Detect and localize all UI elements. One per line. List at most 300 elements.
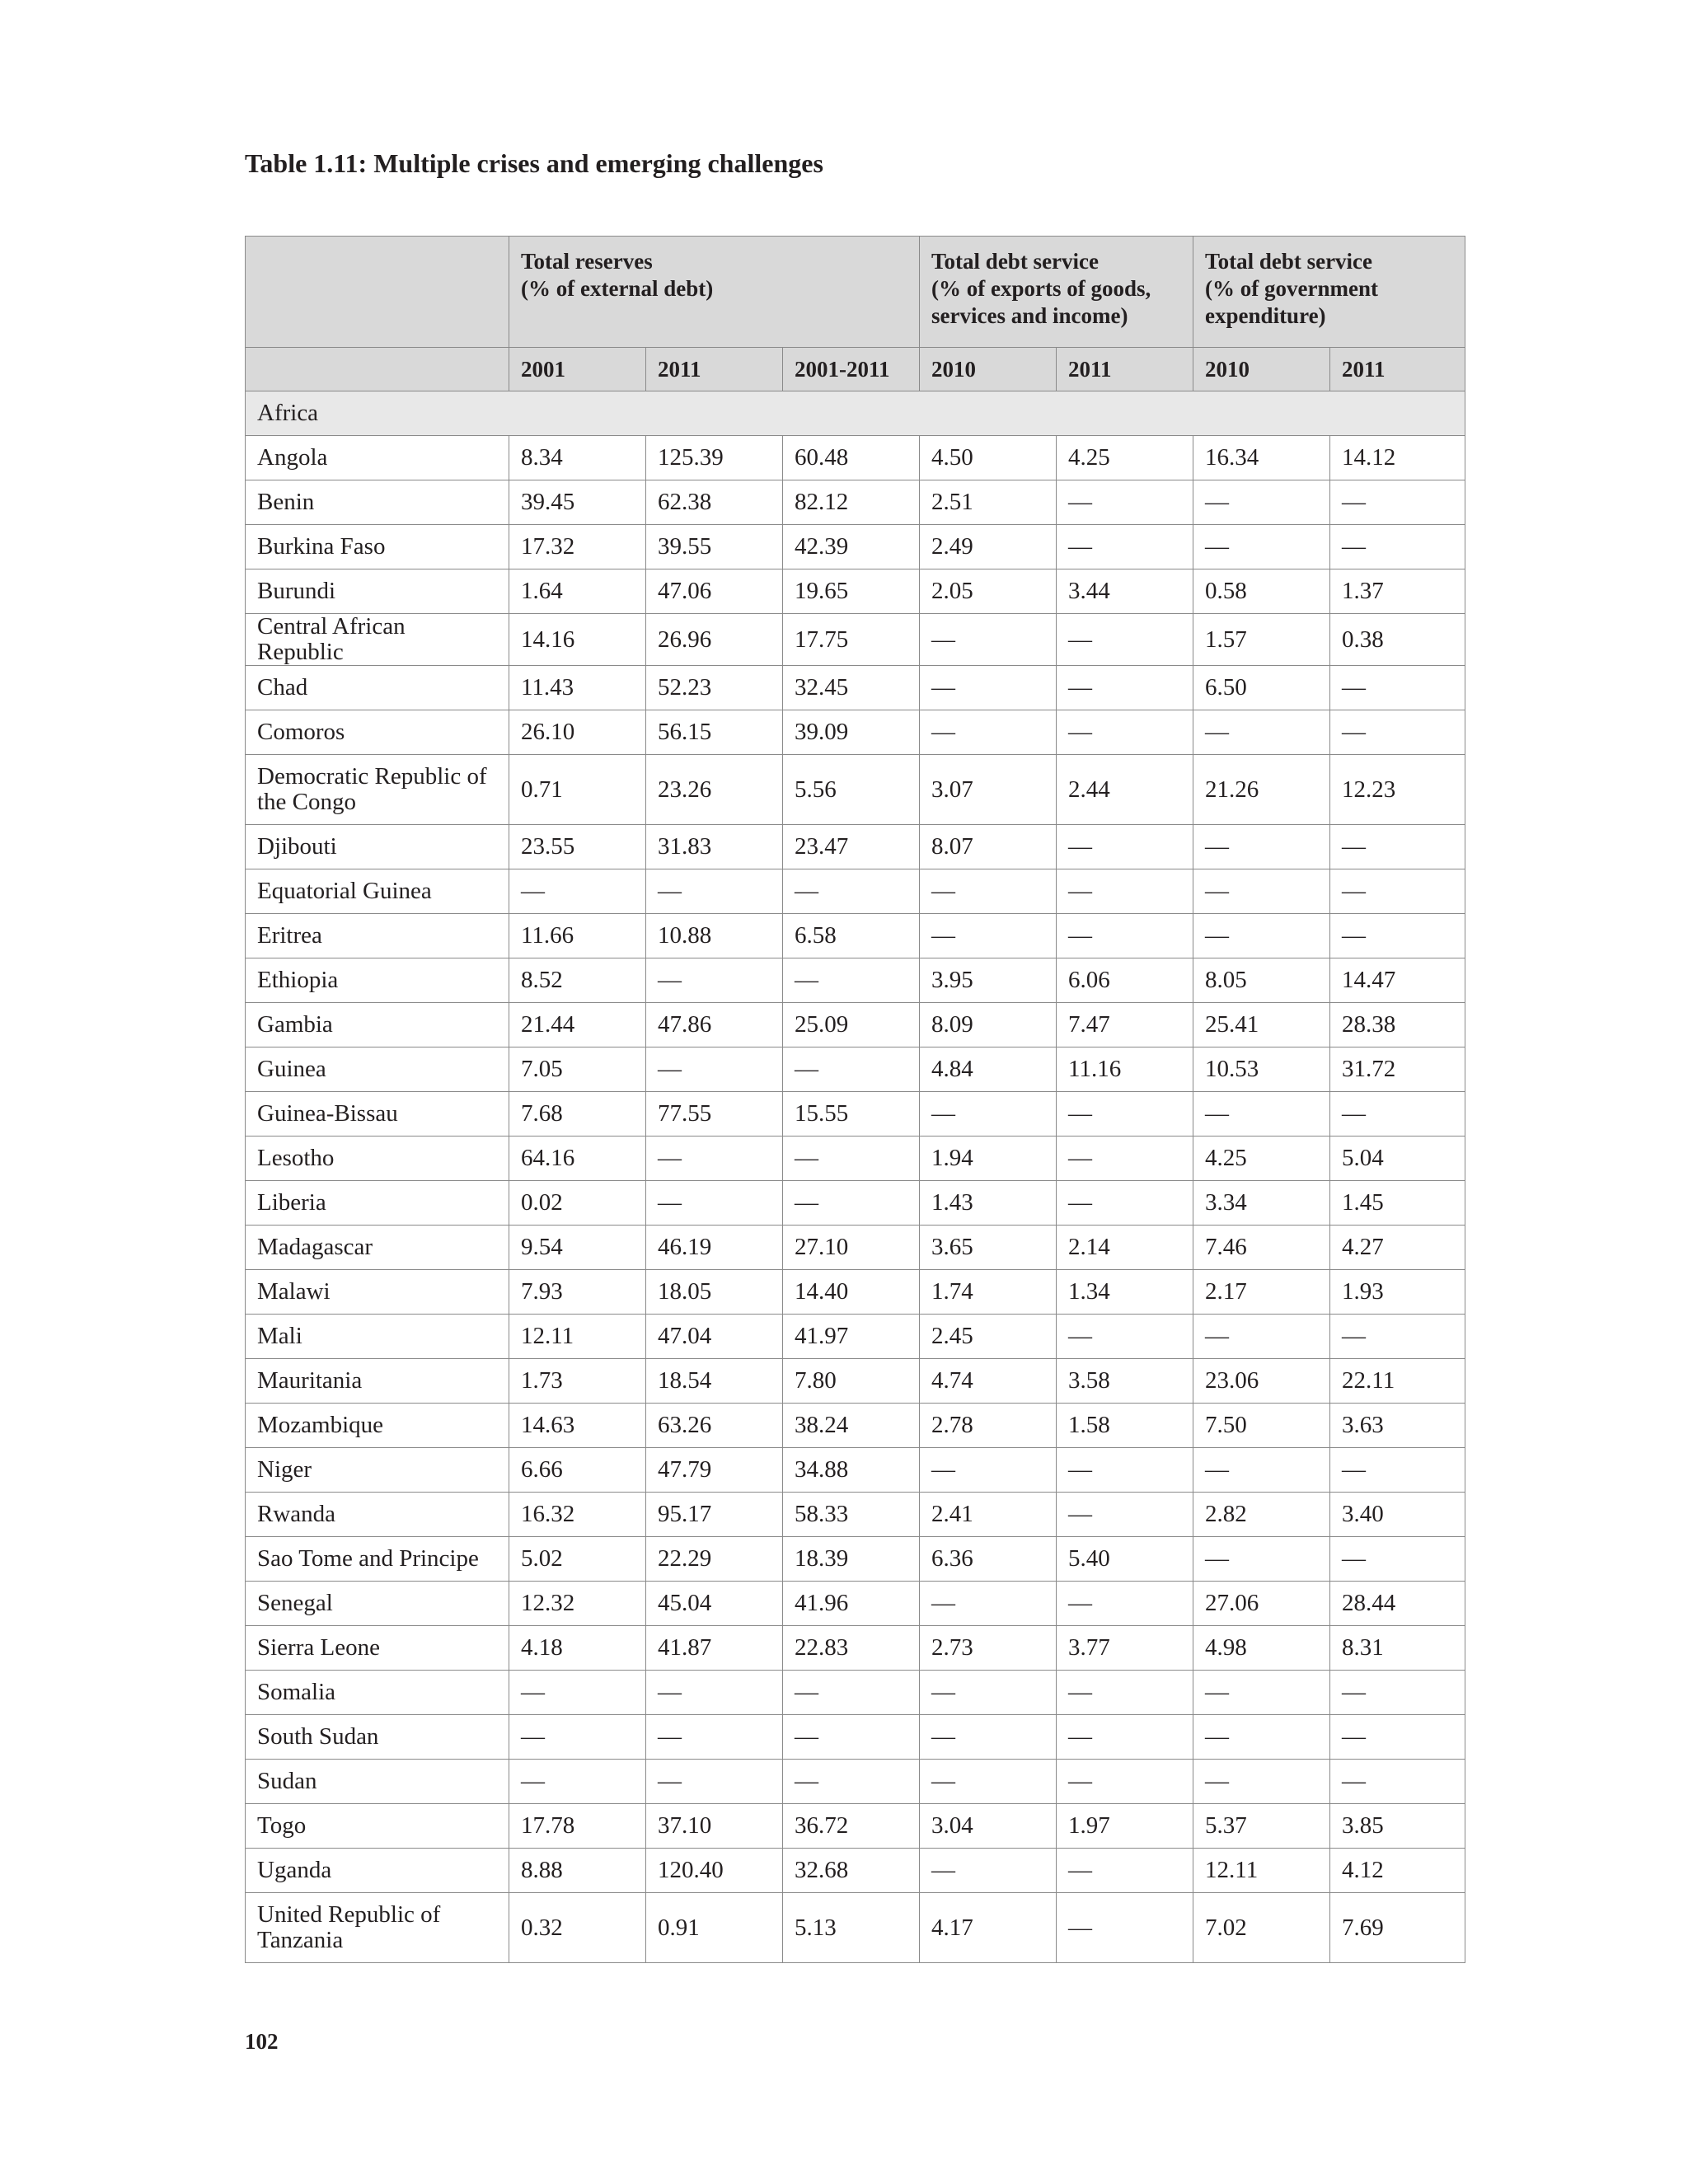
table-row — [246, 869, 1465, 914]
country-cell: Mali — [246, 1315, 509, 1359]
table-row — [246, 1181, 1465, 1226]
value-cell: 1.94 — [920, 1137, 1057, 1181]
value-cell: 6.58 — [783, 914, 920, 958]
value-cell: 22.83 — [783, 1626, 920, 1671]
value-cell: — — [1193, 869, 1330, 914]
value-cell: 8.88 — [509, 1849, 646, 1893]
table-row — [246, 1893, 1465, 1963]
value-cell: — — [920, 614, 1057, 666]
value-cell: — — [920, 1760, 1057, 1804]
value-cell: 5.02 — [509, 1537, 646, 1582]
table-row — [246, 710, 1465, 755]
value-cell: 6.36 — [920, 1537, 1057, 1582]
value-cell: 2.78 — [920, 1404, 1057, 1448]
value-cell: 8.31 — [1330, 1626, 1465, 1671]
country-cell: Uganda — [246, 1849, 509, 1893]
header-group-reserves — [509, 237, 920, 348]
value-cell: — — [1193, 1671, 1330, 1715]
value-cell: 4.74 — [920, 1359, 1057, 1404]
value-cell: 25.09 — [783, 1003, 920, 1047]
country-cell: Comoros — [246, 710, 509, 755]
value-cell: 41.96 — [783, 1582, 920, 1626]
table-row — [246, 914, 1465, 958]
value-cell: 3.65 — [920, 1226, 1057, 1270]
value-cell: — — [646, 958, 783, 1003]
value-cell: 0.91 — [646, 1893, 783, 1963]
value-cell: 39.55 — [646, 525, 783, 569]
country-cell: Mauritania — [246, 1359, 509, 1404]
value-cell: 2.17 — [1193, 1270, 1330, 1315]
header-group-label: Total reserves (% of external debt) — [521, 249, 714, 301]
value-cell: 4.17 — [920, 1893, 1057, 1963]
value-cell: 16.32 — [509, 1493, 646, 1537]
value-cell: 82.12 — [783, 480, 920, 525]
header-group-debt-expenditure — [1193, 237, 1465, 348]
table-row — [246, 755, 1465, 825]
value-cell: 11.66 — [509, 914, 646, 958]
value-cell: — — [1193, 1537, 1330, 1582]
value-cell: — — [1057, 525, 1193, 569]
data-table — [245, 236, 1465, 1963]
value-cell: — — [646, 1137, 783, 1181]
header-year-cell: 2011 — [646, 348, 783, 391]
value-cell: — — [783, 1760, 920, 1804]
table-row — [246, 1003, 1465, 1047]
value-cell: 125.39 — [646, 436, 783, 480]
value-cell: 12.32 — [509, 1582, 646, 1626]
value-cell: — — [783, 869, 920, 914]
value-cell: — — [1330, 914, 1465, 958]
country-cell: Equatorial Guinea — [246, 869, 509, 914]
value-cell: — — [1193, 1315, 1330, 1359]
header-row-years — [246, 348, 1465, 391]
value-cell: 120.40 — [646, 1849, 783, 1893]
table-row — [246, 1315, 1465, 1359]
table-row — [246, 1270, 1465, 1315]
value-cell: 15.55 — [783, 1092, 920, 1137]
header-group-label: Total debt service (% of exports of goods, services and income) — [931, 249, 1151, 328]
table-row — [246, 436, 1465, 480]
table-row — [246, 825, 1465, 869]
value-cell: — — [646, 1760, 783, 1804]
country-cell: Guinea-Bissau — [246, 1092, 509, 1137]
value-cell: 8.05 — [1193, 958, 1330, 1003]
value-cell: 7.69 — [1330, 1893, 1465, 1963]
value-cell: 27.10 — [783, 1226, 920, 1270]
table-row — [246, 1849, 1465, 1893]
country-cell: United Republic of Tanzania — [246, 1893, 509, 1963]
value-cell: 1.58 — [1057, 1404, 1193, 1448]
value-cell: — — [783, 1137, 920, 1181]
value-cell: 1.74 — [920, 1270, 1057, 1315]
value-cell: — — [1330, 1715, 1465, 1760]
value-cell: 17.75 — [783, 614, 920, 666]
value-cell: 5.56 — [783, 755, 920, 825]
value-cell: — — [646, 1181, 783, 1226]
value-cell: 45.04 — [646, 1582, 783, 1626]
value-cell: — — [1193, 710, 1330, 755]
value-cell: 4.27 — [1330, 1226, 1465, 1270]
value-cell: 2.41 — [920, 1493, 1057, 1537]
value-cell: 28.44 — [1330, 1582, 1465, 1626]
value-cell: — — [783, 1715, 920, 1760]
value-cell: 7.50 — [1193, 1404, 1330, 1448]
table-row — [246, 1226, 1465, 1270]
value-cell: — — [1057, 869, 1193, 914]
table-row — [246, 1715, 1465, 1760]
value-cell: 2.51 — [920, 480, 1057, 525]
value-cell: — — [920, 914, 1057, 958]
value-cell: 3.77 — [1057, 1626, 1193, 1671]
country-cell: South Sudan — [246, 1715, 509, 1760]
value-cell: — — [1330, 480, 1465, 525]
table-title: Table 1.11: Multiple crises and emerging challenges — [245, 148, 823, 178]
value-cell: — — [1330, 825, 1465, 869]
value-cell: 8.09 — [920, 1003, 1057, 1047]
value-cell: 42.39 — [783, 525, 920, 569]
value-cell: 34.88 — [783, 1448, 920, 1493]
value-cell: 2.44 — [1057, 755, 1193, 825]
value-cell: 32.45 — [783, 666, 920, 710]
value-cell: — — [920, 1671, 1057, 1715]
country-cell: Central African Republic — [246, 614, 509, 666]
table-row — [246, 525, 1465, 569]
country-cell: Ethiopia — [246, 958, 509, 1003]
value-cell: 7.47 — [1057, 1003, 1193, 1047]
country-cell: Madagascar — [246, 1226, 509, 1270]
table-row — [246, 1047, 1465, 1092]
value-cell: 38.24 — [783, 1404, 920, 1448]
value-cell: 18.39 — [783, 1537, 920, 1582]
value-cell: 4.84 — [920, 1047, 1057, 1092]
value-cell: 4.25 — [1193, 1137, 1330, 1181]
value-cell: — — [920, 710, 1057, 755]
value-cell: 11.16 — [1057, 1047, 1193, 1092]
country-cell: Eritrea — [246, 914, 509, 958]
header-year-cell: 2001-2011 — [783, 348, 920, 391]
value-cell: 11.43 — [509, 666, 646, 710]
value-cell: 2.14 — [1057, 1226, 1193, 1270]
country-cell: Senegal — [246, 1582, 509, 1626]
value-cell: 14.12 — [1330, 436, 1465, 480]
value-cell: 62.38 — [646, 480, 783, 525]
value-cell: 7.80 — [783, 1359, 920, 1404]
header-corner-cell — [246, 237, 509, 348]
table-row — [246, 1493, 1465, 1537]
value-cell: 7.46 — [1193, 1226, 1330, 1270]
value-cell: 3.95 — [920, 958, 1057, 1003]
value-cell: — — [1193, 1092, 1330, 1137]
value-cell: 25.41 — [1193, 1003, 1330, 1047]
value-cell: 2.05 — [920, 569, 1057, 614]
table-row — [246, 1760, 1465, 1804]
header-year-cell: 2001 — [509, 348, 646, 391]
value-cell: 1.34 — [1057, 1270, 1193, 1315]
value-cell: 7.02 — [1193, 1893, 1330, 1963]
header-group-label: Total debt service (% of government expenditure) — [1205, 249, 1378, 328]
value-cell: — — [1330, 1448, 1465, 1493]
value-cell: 3.07 — [920, 755, 1057, 825]
header-year-cell: 2011 — [1330, 348, 1465, 391]
value-cell: 31.83 — [646, 825, 783, 869]
value-cell: 1.93 — [1330, 1270, 1465, 1315]
value-cell: — — [1330, 869, 1465, 914]
value-cell: 4.25 — [1057, 436, 1193, 480]
country-cell: Sao Tome and Principe — [246, 1537, 509, 1582]
value-cell: 3.04 — [920, 1804, 1057, 1849]
value-cell: 4.50 — [920, 436, 1057, 480]
value-cell: — — [1057, 1760, 1193, 1804]
country-cell: Burundi — [246, 569, 509, 614]
value-cell: 31.72 — [1330, 1047, 1465, 1092]
value-cell: — — [783, 1047, 920, 1092]
country-cell: Rwanda — [246, 1493, 509, 1537]
value-cell: — — [1193, 914, 1330, 958]
value-cell: 3.40 — [1330, 1493, 1465, 1537]
value-cell: 23.47 — [783, 825, 920, 869]
table-row — [246, 1582, 1465, 1626]
value-cell: 1.97 — [1057, 1804, 1193, 1849]
country-cell: Somalia — [246, 1671, 509, 1715]
value-cell: 3.63 — [1330, 1404, 1465, 1448]
value-cell: — — [920, 869, 1057, 914]
value-cell: 47.06 — [646, 569, 783, 614]
value-cell: 10.88 — [646, 914, 783, 958]
value-cell: 60.48 — [783, 436, 920, 480]
value-cell: 32.68 — [783, 1849, 920, 1893]
value-cell: — — [1057, 710, 1193, 755]
value-cell: — — [920, 1448, 1057, 1493]
value-cell: 1.43 — [920, 1181, 1057, 1226]
value-cell: 1.37 — [1330, 569, 1465, 614]
value-cell: — — [509, 869, 646, 914]
header-group-debt-exports — [920, 237, 1193, 348]
value-cell: 0.32 — [509, 1893, 646, 1963]
header-year-corner — [246, 348, 509, 391]
value-cell: — — [1057, 1493, 1193, 1537]
value-cell: — — [1193, 1448, 1330, 1493]
value-cell: — — [783, 958, 920, 1003]
value-cell: — — [1193, 480, 1330, 525]
value-cell: 18.54 — [646, 1359, 783, 1404]
table-row — [246, 480, 1465, 525]
value-cell: 21.26 — [1193, 755, 1330, 825]
value-cell: 47.86 — [646, 1003, 783, 1047]
value-cell: 47.79 — [646, 1448, 783, 1493]
value-cell: 5.37 — [1193, 1804, 1330, 1849]
value-cell: 14.63 — [509, 1404, 646, 1448]
table-row — [246, 1671, 1465, 1715]
value-cell: — — [1193, 525, 1330, 569]
table-row — [246, 569, 1465, 614]
value-cell: 77.55 — [646, 1092, 783, 1137]
value-cell: 3.44 — [1057, 569, 1193, 614]
value-cell: 17.78 — [509, 1804, 646, 1849]
value-cell: — — [1057, 1671, 1193, 1715]
value-cell: 21.44 — [509, 1003, 646, 1047]
value-cell: — — [1057, 1137, 1193, 1181]
country-cell: Guinea — [246, 1047, 509, 1092]
value-cell: 6.66 — [509, 1448, 646, 1493]
value-cell: 0.71 — [509, 755, 646, 825]
region-row — [246, 391, 1465, 436]
country-cell: Sierra Leone — [246, 1626, 509, 1671]
value-cell: 39.09 — [783, 710, 920, 755]
value-cell: 6.50 — [1193, 666, 1330, 710]
country-cell: Djibouti — [246, 825, 509, 869]
country-cell: Niger — [246, 1448, 509, 1493]
value-cell: — — [1330, 710, 1465, 755]
value-cell: 47.04 — [646, 1315, 783, 1359]
value-cell: — — [920, 666, 1057, 710]
value-cell: 10.53 — [1193, 1047, 1330, 1092]
value-cell: 0.02 — [509, 1181, 646, 1226]
value-cell: 26.96 — [646, 614, 783, 666]
value-cell: — — [1057, 1448, 1193, 1493]
value-cell: — — [1057, 1092, 1193, 1137]
value-cell: — — [1193, 1760, 1330, 1804]
value-cell: 41.87 — [646, 1626, 783, 1671]
value-cell: 12.11 — [509, 1315, 646, 1359]
value-cell: 7.68 — [509, 1092, 646, 1137]
value-cell: 14.47 — [1330, 958, 1465, 1003]
value-cell: 14.16 — [509, 614, 646, 666]
value-cell: 36.72 — [783, 1804, 920, 1849]
table-row — [246, 1448, 1465, 1493]
table-row — [246, 1804, 1465, 1849]
value-cell: 1.57 — [1193, 614, 1330, 666]
value-cell: 22.11 — [1330, 1359, 1465, 1404]
table-row — [246, 1404, 1465, 1448]
table-row — [246, 614, 1465, 666]
value-cell: — — [920, 1849, 1057, 1893]
value-cell: — — [646, 869, 783, 914]
value-cell: 17.32 — [509, 525, 646, 569]
country-cell: Sudan — [246, 1760, 509, 1804]
value-cell: 58.33 — [783, 1493, 920, 1537]
table-row — [246, 1137, 1465, 1181]
value-cell: 63.26 — [646, 1404, 783, 1448]
value-cell: 12.23 — [1330, 755, 1465, 825]
value-cell: 39.45 — [509, 480, 646, 525]
page-number: 102 — [245, 2029, 279, 2054]
value-cell: — — [509, 1760, 646, 1804]
value-cell: 52.23 — [646, 666, 783, 710]
value-cell: 6.06 — [1057, 958, 1193, 1003]
value-cell: — — [509, 1671, 646, 1715]
country-cell: Chad — [246, 666, 509, 710]
table-row — [246, 666, 1465, 710]
value-cell: 0.38 — [1330, 614, 1465, 666]
value-cell: 1.64 — [509, 569, 646, 614]
value-cell: 23.26 — [646, 755, 783, 825]
value-cell: 5.40 — [1057, 1537, 1193, 1582]
value-cell: — — [783, 1181, 920, 1226]
value-cell: — — [1057, 1181, 1193, 1226]
value-cell: — — [509, 1715, 646, 1760]
value-cell: — — [1330, 525, 1465, 569]
value-cell: — — [1057, 1582, 1193, 1626]
value-cell: 28.38 — [1330, 1003, 1465, 1047]
value-cell: 3.85 — [1330, 1804, 1465, 1849]
value-cell: 4.12 — [1330, 1849, 1465, 1893]
country-cell: Burkina Faso — [246, 525, 509, 569]
value-cell: 37.10 — [646, 1804, 783, 1849]
value-cell: — — [1057, 1893, 1193, 1963]
table-row — [246, 1359, 1465, 1404]
header-year-cell: 2010 — [920, 348, 1057, 391]
value-cell: 7.93 — [509, 1270, 646, 1315]
value-cell: — — [1330, 1092, 1465, 1137]
header-year-cell: 2010 — [1193, 348, 1330, 391]
value-cell: 3.58 — [1057, 1359, 1193, 1404]
value-cell: — — [1193, 1715, 1330, 1760]
value-cell: — — [1057, 666, 1193, 710]
value-cell: 1.73 — [509, 1359, 646, 1404]
value-cell: 23.55 — [509, 825, 646, 869]
table-row — [246, 958, 1465, 1003]
country-cell: Lesotho — [246, 1137, 509, 1181]
value-cell: 19.65 — [783, 569, 920, 614]
value-cell: — — [1057, 480, 1193, 525]
value-cell: — — [1330, 1537, 1465, 1582]
value-cell: 2.45 — [920, 1315, 1057, 1359]
value-cell: 26.10 — [509, 710, 646, 755]
value-cell: 5.13 — [783, 1893, 920, 1963]
value-cell: 0.58 — [1193, 569, 1330, 614]
country-cell: Togo — [246, 1804, 509, 1849]
value-cell: 2.82 — [1193, 1493, 1330, 1537]
value-cell: 1.45 — [1330, 1181, 1465, 1226]
value-cell: 5.04 — [1330, 1137, 1465, 1181]
value-cell: — — [1057, 1315, 1193, 1359]
value-cell: 7.05 — [509, 1047, 646, 1092]
table-row — [246, 1092, 1465, 1137]
value-cell: — — [920, 1092, 1057, 1137]
value-cell: 2.49 — [920, 525, 1057, 569]
value-cell: 27.06 — [1193, 1582, 1330, 1626]
value-cell: — — [1330, 1760, 1465, 1804]
table-row — [246, 1626, 1465, 1671]
value-cell: 8.07 — [920, 825, 1057, 869]
value-cell: 23.06 — [1193, 1359, 1330, 1404]
table-row — [246, 1537, 1465, 1582]
value-cell: — — [1057, 914, 1193, 958]
value-cell: 4.98 — [1193, 1626, 1330, 1671]
value-cell: — — [1330, 1315, 1465, 1359]
value-cell: 16.34 — [1193, 436, 1330, 480]
country-cell: Malawi — [246, 1270, 509, 1315]
value-cell: — — [783, 1671, 920, 1715]
value-cell: 18.05 — [646, 1270, 783, 1315]
value-cell: 22.29 — [646, 1537, 783, 1582]
value-cell: — — [1057, 614, 1193, 666]
value-cell: 3.34 — [1193, 1181, 1330, 1226]
header-row-groups — [246, 237, 1465, 348]
value-cell: — — [920, 1582, 1057, 1626]
value-cell: 8.52 — [509, 958, 646, 1003]
value-cell: — — [1057, 1849, 1193, 1893]
value-cell: — — [646, 1671, 783, 1715]
value-cell: — — [1057, 1715, 1193, 1760]
value-cell: — — [920, 1715, 1057, 1760]
value-cell: — — [646, 1047, 783, 1092]
value-cell: 41.97 — [783, 1315, 920, 1359]
value-cell: 9.54 — [509, 1226, 646, 1270]
country-cell: Benin — [246, 480, 509, 525]
value-cell: 46.19 — [646, 1226, 783, 1270]
country-cell: Gambia — [246, 1003, 509, 1047]
